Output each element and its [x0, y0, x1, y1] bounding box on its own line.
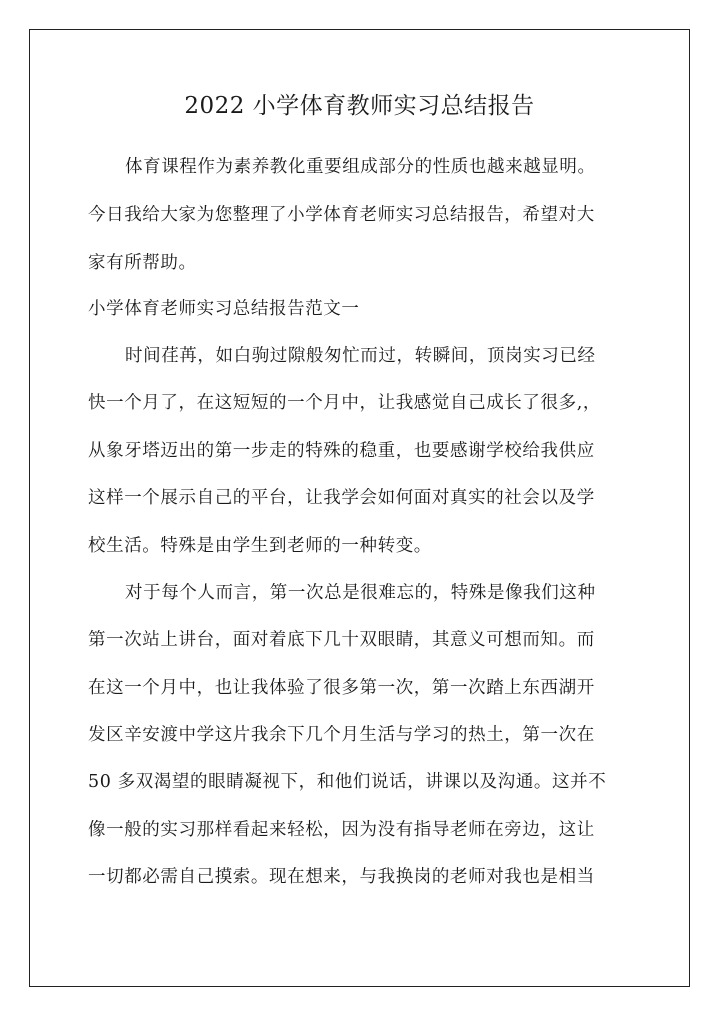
- paragraph-line: 今日我给大家为您整理了小学体育老师实习总结报告，希望对大: [88, 205, 595, 225]
- paragraph-line: 这样一个展示自己的平台，让我学会如何面对真实的社会以及学: [88, 488, 595, 508]
- document-title: 2022 小学体育教师实习总结报告: [184, 93, 535, 119]
- paragraph-line: 从象牙塔迈出的第一步走的特殊的稳重，也要感谢学校给我供应: [88, 441, 595, 461]
- section-heading: 小学体育老师实习总结报告范文一: [88, 299, 360, 319]
- paragraph-line: 对于每个人而言，第一次总是很难忘的，特殊是像我们这种: [125, 583, 596, 603]
- paragraph-line: 家有所帮助。: [88, 253, 197, 273]
- paragraph-line: 一切都必需自己摸索。现在想来，与我换岗的老师对我也是相当: [88, 867, 595, 887]
- paragraph-line: 第一次站上讲台，面对着底下几十双眼睛，其意义可想而知。而: [88, 630, 595, 650]
- paragraph-line: 校生活。特殊是由学生到老师的一种转变。: [88, 536, 432, 556]
- paragraph-line: 在这一个月中，也让我体验了很多第一次，第一次踏上东西湖开: [88, 678, 595, 698]
- paragraph-line: 像一般的实习那样看起来轻松，因为没有指导老师在旁边，这让: [88, 820, 595, 840]
- paragraph-line: 发区辛安渡中学这片我余下几个月生活与学习的热土，第一次在: [88, 725, 595, 745]
- paragraph-line: 快一个月了，在这短短的一个月中，让我感觉自己成长了很多,，: [88, 393, 601, 413]
- paragraph-line: 50 多双渴望的眼睛凝视下，和他们说话，讲课以及沟通。这并不: [88, 772, 607, 792]
- paragraph-line: 体育课程作为素养教化重要组成部分的性质也越来越显明。: [125, 157, 596, 177]
- paragraph-line: 时间荏苒，如白驹过隙般匆忙而过，转瞬间，顶岗实习已经: [125, 346, 596, 366]
